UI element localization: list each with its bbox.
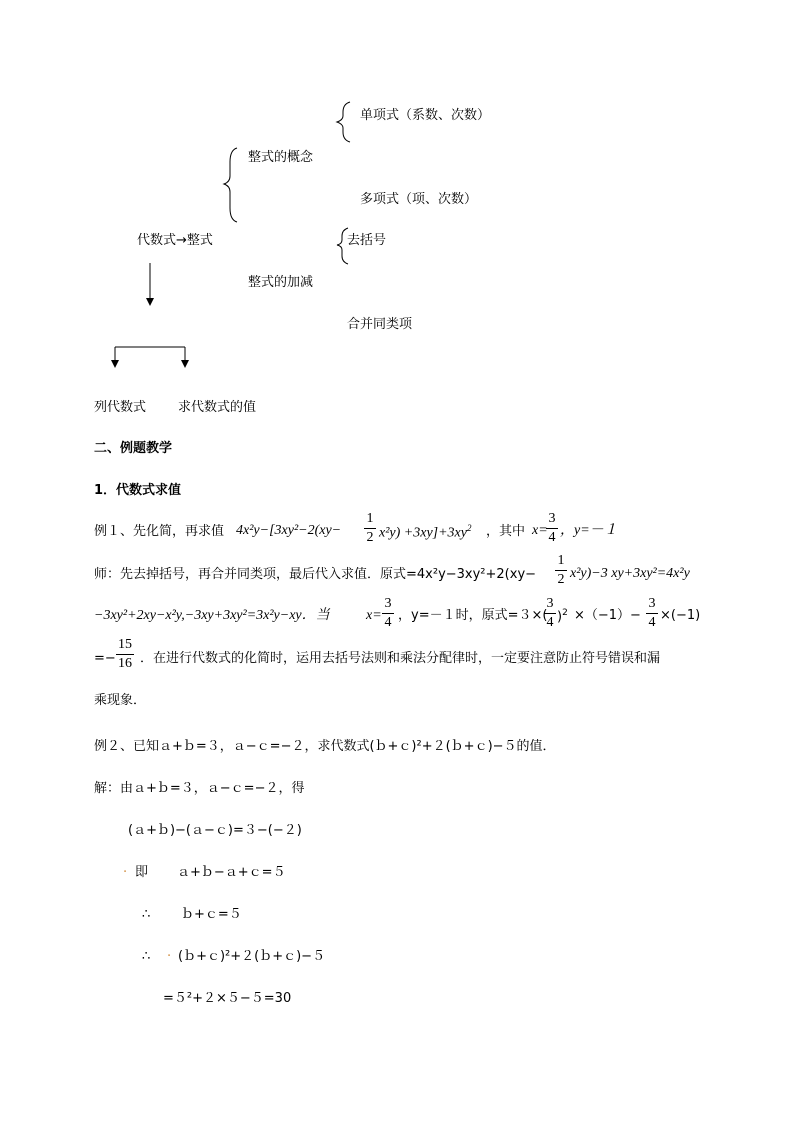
example2-text: 例２、已知ａ+ｂ=３，ａ−ｃ=−２，求代数式(ｂ+ｃ)²+２(ｂ+ｃ)−５的值． <box>94 739 556 754</box>
example1-frac-half <box>364 512 376 545</box>
example2-solution: 解：由ａ+ｂ=３，ａ−ｃ=−２，得 <box>94 781 305 796</box>
diagram-eval-expression: 求代数式的值 <box>178 400 257 415</box>
frac-numerator: 1 <box>557 553 565 568</box>
teacher-line2-a: −3xy²+2xy−x²y,−3xy+3xy²=3x²y−xy．当 <box>94 608 330 623</box>
diagram-concept: 整式的概念 <box>248 150 314 165</box>
teacher-line2-x: x= <box>366 608 382 623</box>
example2-step4-expr: (ｂ+ｃ)²+２(ｂ+ｃ)−５ <box>178 949 326 964</box>
example2-step2-expr: ａ+ｂ−ａ+ｃ=５ <box>177 865 286 880</box>
example1-expr-a: 4x²y−[3xy²−2(xy− <box>236 523 342 538</box>
split-right-arrow-head <box>181 360 189 368</box>
teacher-line2-c-sup: 2 <box>562 608 568 618</box>
teacher-line1-b: x²y)−3 xy+3xy²=4x²y <box>570 566 690 581</box>
diagram-list-expression: 列代数式 <box>94 400 147 415</box>
brace-concept <box>224 148 237 222</box>
example2-step2-label: 即 <box>135 865 149 880</box>
diagram-add-subtract: 整式的加减 <box>248 275 314 290</box>
frac-denominator: 2 <box>366 530 374 545</box>
teacher-line3-a: =− <box>94 651 116 666</box>
diagram-remove-brackets: 去括号 <box>347 233 387 248</box>
frac-denominator: 16 <box>118 656 132 671</box>
sub-heading: 1．代数式求值 <box>94 483 182 498</box>
example2-step2-mark: · <box>123 865 128 880</box>
teacher-line3-b: ．在进行代数式的化简时，运用去括号法则和乘法分配律时，一定要注意防止符号错误和漏 <box>140 651 661 666</box>
frac-numerator: 1 <box>366 511 374 526</box>
example1-cond-prefix: ，其中 <box>486 524 526 539</box>
teacher-frac-half <box>555 554 567 587</box>
frac-denominator: 4 <box>648 615 656 630</box>
frac-denominator: 4 <box>546 615 554 630</box>
example1-x-eq: x= <box>532 523 548 538</box>
teacher-line2-c <box>557 609 568 623</box>
teacher-line2-c-text: ) <box>557 609 563 625</box>
example2-step3-expr: ｂ+ｃ=５ <box>181 907 242 922</box>
example1-prefix: 例１、先化简，再求值 <box>94 524 225 539</box>
teacher-frac-m <box>646 597 658 630</box>
teacher-line4: 乘现象． <box>94 693 147 708</box>
teacher-frac-p <box>544 597 556 630</box>
example1-expr-b-sup: 2 <box>467 523 472 533</box>
teacher-frac-x <box>382 597 394 630</box>
frac-numerator: 3 <box>546 596 554 611</box>
frac-denominator: 4 <box>548 530 556 545</box>
fraction-bar <box>546 528 558 529</box>
example1-expr-b <box>379 524 472 541</box>
down-arrow-head <box>146 298 154 306</box>
example2-step5: =５²+２×５−５=30 <box>163 991 292 1006</box>
example2-step3-label: ∴ <box>142 907 151 922</box>
brace-monomial <box>337 102 350 142</box>
frac-numerator: 15 <box>118 637 132 652</box>
frac-numerator: 3 <box>648 596 656 611</box>
example1-frac-x <box>546 512 558 545</box>
fraction-bar <box>382 613 394 614</box>
diagram-algebra-integral: 代数式→整式 <box>137 233 213 248</box>
diagram-combine-like: 合并同类项 <box>347 317 413 332</box>
frac-numerator: 3 <box>548 511 556 526</box>
fraction-bar <box>364 528 376 529</box>
teacher-line2-e: ×(−1) <box>660 608 701 623</box>
teacher-frac-result <box>116 638 134 671</box>
fraction-bar <box>116 654 134 655</box>
example1-expr-b-text: x²y) +3xy]+3xy <box>379 525 467 541</box>
split-left-arrow-head <box>111 360 119 368</box>
frac-denominator: 4 <box>384 615 392 630</box>
frac-numerator: 3 <box>384 596 392 611</box>
example2-step4-mark: · <box>167 949 172 964</box>
example2-step4-label: ∴ <box>142 949 151 964</box>
diagram-monomial: 单项式（系数、次数） <box>360 108 491 123</box>
teacher-line1-a: 师：先去掉括号，再合并同类项，最后代入求值．原式=4x²y−3xy²+2(xy− <box>94 567 537 582</box>
section-heading: 二、例题教学 <box>94 441 173 456</box>
diagram-polynomial: 多项式（项、次数） <box>360 192 478 207</box>
teacher-line2-b: ，y=－１时，原式=３×( <box>398 608 548 623</box>
fraction-bar <box>646 613 658 614</box>
fraction-bar <box>544 613 556 614</box>
example1-y-eq: ，y=－１ <box>560 523 618 538</box>
fraction-bar <box>555 570 567 571</box>
teacher-line2-d: ×（−1）− <box>574 608 641 623</box>
frac-denominator: 2 <box>557 572 565 587</box>
example2-step1: (ａ+ｂ)−(ａ−ｃ)=３−(−２) <box>128 823 302 838</box>
